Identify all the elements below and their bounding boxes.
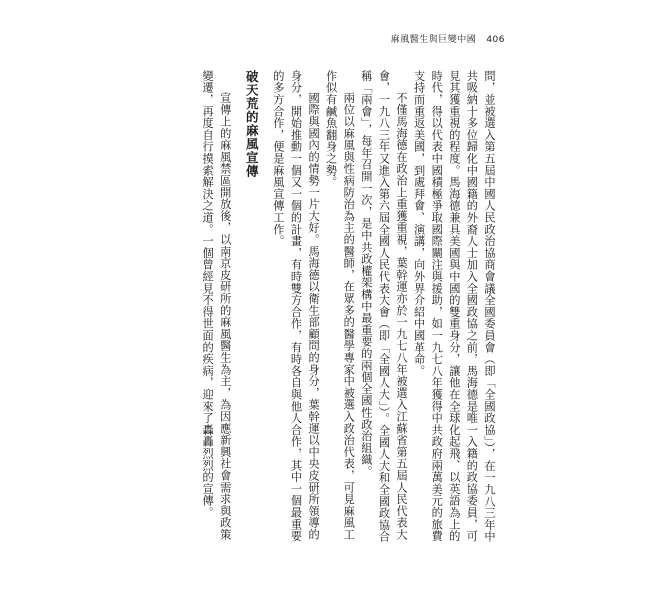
paragraph-5: 宣傳上的麻風禁區開放後，以南京皮研所的麻風醫生為主，為因應新興社會需求與政策變遷，再度自行摸索解決之道。一個曾經見不得世面的疾病，迎來了轟轟烈烈的宣傳。 [201, 70, 232, 541]
paragraph-4: 國際與國內的情勢一片大好。馬海德以衛生部顧問的身分，葉幹運以中央皮研所領導的身分，開始推動一個又一個的計畫，有時雙方合作，有時各自與他人合作，其中一個最重要的多方合作，便是麻風宣傳工作。 [271, 70, 321, 542]
section-heading: 破天荒的麻風宣傳 [244, 70, 260, 178]
paragraph-1: 問，並被選入第五屆中國人民政治協商會議全國委員會（即「全國政協」），在一九八三年中共吸納十多位歸化中國籍的外裔人士加入全國政協之前，馬海德是唯一入籍的政協委員，可見其獲重視的程度。馬海德兼具美國與中國的雙重身分，讓他在全球化起飛、以英語為上的時代，得以代表中國積極爭取國際關注與援助，如一九七八年獲得中共政府兩萬美元的旅費支持而重返美國，到處拜會、演講，向外界介紹中國革命。 [412, 70, 496, 543]
paragraph-2: 不僅馬海德在政治上重獲重視，葉幹運亦於一九七八年被選入江蘇省第五屆人民代表大會，一九八三年又進入第六屆全國人民代表大會（即「全國人大」）。全國人大和全國政協合稱「兩會」，每年召開一次，是中共政權架構中最重要的兩個全國性政治組織。 [359, 70, 409, 543]
page-number: 406 [486, 35, 505, 45]
running-header [391, 32, 505, 45]
paragraph-3: 兩位以麻風與性病防治為主的醫師，在眾多的醫學專家中被選入政治代表，可見麻風工作似有鹹魚翻身之勢。 [324, 70, 356, 541]
running-title: 麻風醫生與巨變中國 [390, 35, 477, 45]
body-text [168, 70, 498, 550]
